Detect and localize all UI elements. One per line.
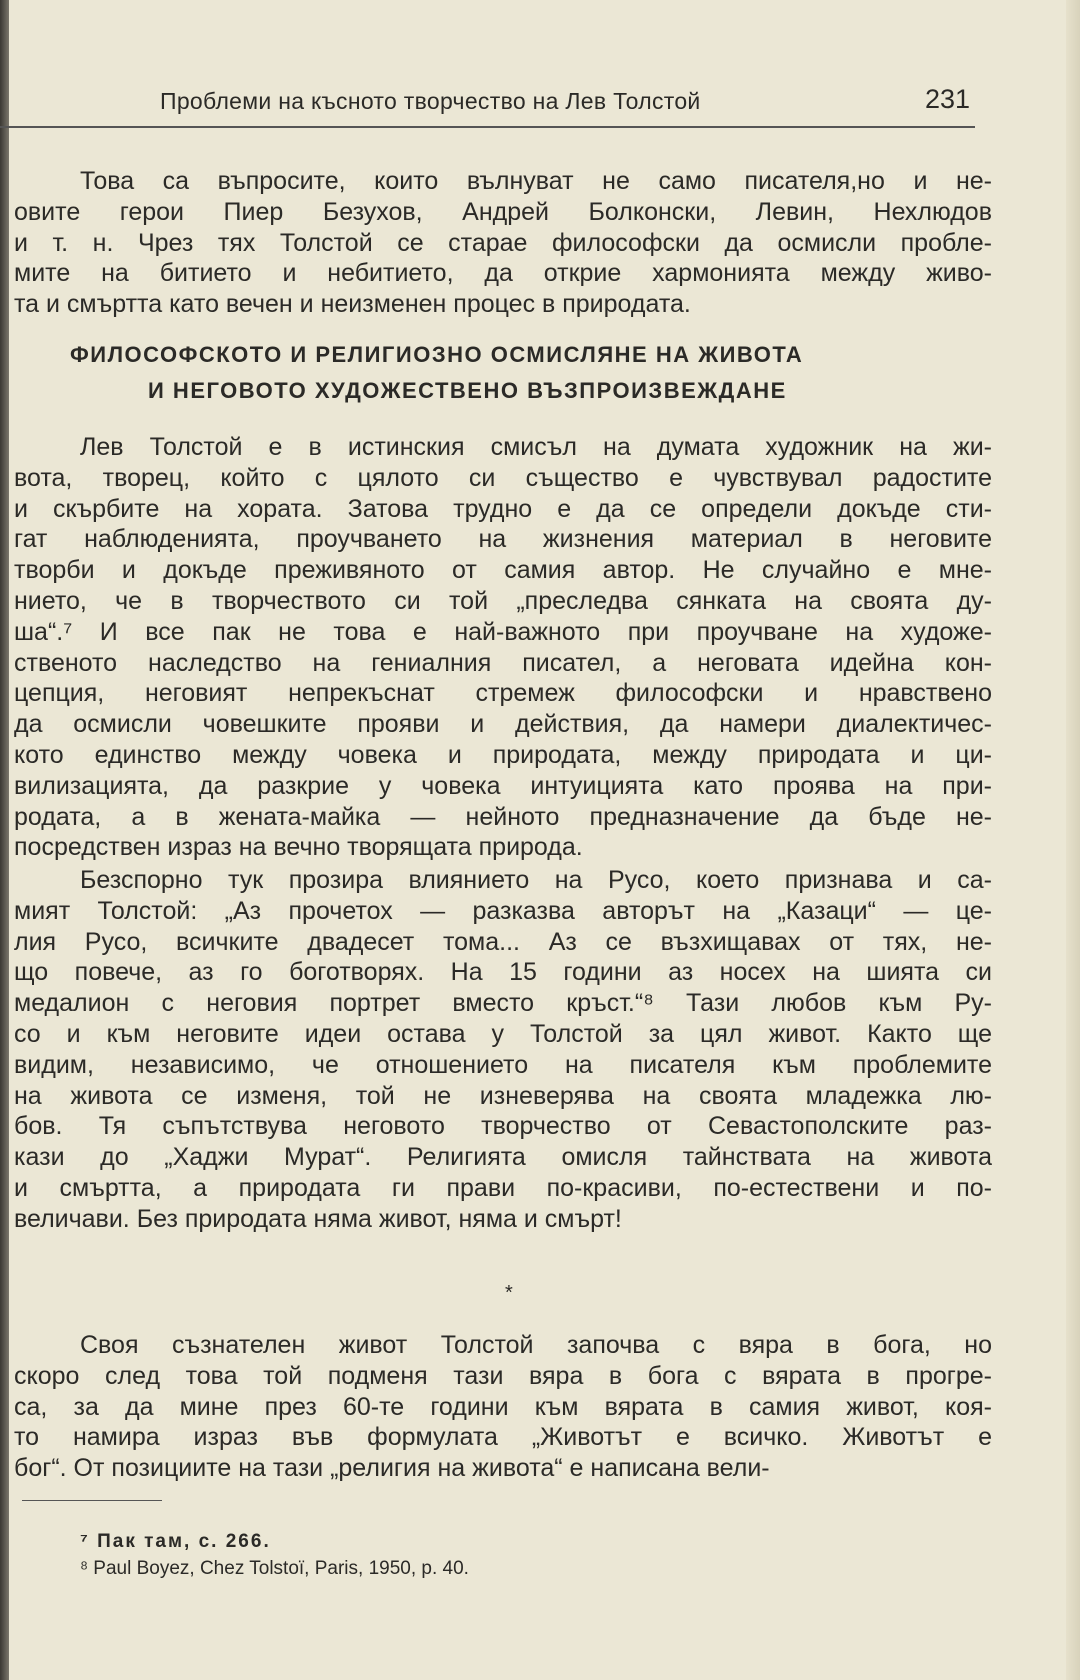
footnote-8: ⁸ Paul Boyez, Chez Tolstoï, Paris, 1950, p. 40. — [80, 1558, 469, 1579]
para2-line: посредствен израз на вечно творящата природа. — [14, 833, 583, 862]
book-binding-edge — [0, 0, 9, 1680]
para2-line: вилизацията, да разкрие у човека интуицията като проява на при- — [14, 771, 992, 800]
para4-line: са, за да мине през 60-те години към вярата в самия живот, коя- — [14, 1392, 992, 1421]
para1-line: та и смъртта като вечен и неизменен процес в природата. — [14, 290, 691, 319]
para3-line: Безспорно тук прозира влиянието на Русо, което признава и са- — [80, 866, 992, 894]
para2-line: Лев Толстой е в истинския смисъл на думата художник на жи- — [80, 433, 992, 461]
para2-line: творби и докъде преживяното от самия автор. Не случайно е мне- — [14, 556, 992, 585]
para3-line: що повече, аз го боготворях. На 15 години аз носех на шията си — [14, 958, 992, 987]
para2-line: ша“.⁷ И все пак не това е най-важното при проучване на художе- — [14, 617, 992, 646]
para1-line: и т. н. Чрез тях Толстой се старае философски да осмисли пробле- — [14, 228, 992, 257]
para2-line: родата, а в жената-майка — нейното предназначение да бъде не- — [14, 802, 992, 831]
running-header: Проблеми на късното творчество на Лев Толстой — [160, 88, 701, 114]
para3-line: бов. Тя съпътствува неговото творчество от Севастополските раз- — [14, 1112, 992, 1141]
para1-line: овите герои Пиер Безухов, Андрей Болконски, Левин, Нехлюдов — [14, 197, 992, 226]
para3-line: лия Русо, всичките двадесет тома... Аз се възхищавах от тях, не- — [14, 927, 992, 956]
para3-line: на живота се изменя, той не изневерява на своята младежка лю- — [14, 1081, 992, 1110]
para3-line: медалион с неговия портрет вместо кръст.“⁸ Тази любов към Ру- — [14, 989, 992, 1018]
footnote-rule — [22, 1500, 162, 1501]
para1-line: Това са въпросите, които вълнуват не само писателя,но и не- — [80, 167, 992, 195]
para2-line: нието, че в творчеството си той „преследва сянката на своята ду- — [14, 587, 992, 615]
para4-line: скоро след това той подменя тази вяра в бога с вярата в прогре- — [14, 1361, 992, 1390]
para2-line: и скърбите на хората. Затова трудно е да се определи докъде сти- — [14, 494, 992, 523]
para2-line: вота, творец, който с цялото си същество е чувствувал радостите — [14, 463, 992, 492]
para3-line: величави. Без природата няма живот, няма и смърт! — [14, 1204, 622, 1233]
para1-line: мите на битието и небитието, да открие хармонията между живо- — [14, 259, 992, 288]
para2-line: цепция, неговият непрекъснат стремеж философски и нравствено — [14, 679, 992, 708]
para4-line: бог“. От позициите на тази „религия на живота“ е написана вели- — [14, 1454, 770, 1483]
footnote-7: ⁷ Пак там, с. 266. — [80, 1531, 271, 1552]
para2-line: да осмисли човешките прояви и действия, да намери диалектичес- — [14, 710, 992, 739]
para3-line: со и към неговите идеи остава у Толстой за цял живот. Както ще — [14, 1020, 992, 1048]
header-rule — [0, 126, 975, 128]
para2-line: ственото наследство на гениалния писател, а неговата идейна кон- — [14, 648, 992, 677]
page-right-edge — [1066, 0, 1080, 1680]
para4-line: Своя съзнателен живот Толстой започва с вяра в бога, но — [80, 1331, 992, 1359]
section-heading-line-2: И НЕГОВОТО ХУДОЖЕСТВЕНО ВЪЗПРОИЗВЕЖДАНЕ — [148, 378, 787, 403]
para4-line: то намира израз във формулата „Животът е всичко. Животът е — [14, 1423, 992, 1452]
para3-line: видим, независимо, че отношението на писателя към проблемите — [14, 1050, 992, 1079]
para3-line: и смъртта, а природата ги прави по-красиви, по-естествени и по- — [14, 1174, 992, 1202]
section-separator: * — [505, 1282, 513, 1304]
para2-line: гат наблюденията, проучването на жизнения материал в неговите — [14, 525, 992, 554]
para3-line: мият Толстой: „Аз прочетох — разказва авторът на „Казаци“ — це- — [14, 896, 992, 925]
section-heading-line-1: ФИЛОСОФСКОТО И РЕЛИГИОЗНО ОСМИСЛЯНЕ НА ЖИВОТА — [70, 342, 804, 367]
page-number: 231 — [925, 84, 971, 114]
para3-line: кази до „Хаджи Мурат“. Религията омисля тайнствата на живота — [14, 1143, 992, 1172]
para2-line: кото единство между човека и природата, между природата и ци- — [14, 741, 992, 769]
